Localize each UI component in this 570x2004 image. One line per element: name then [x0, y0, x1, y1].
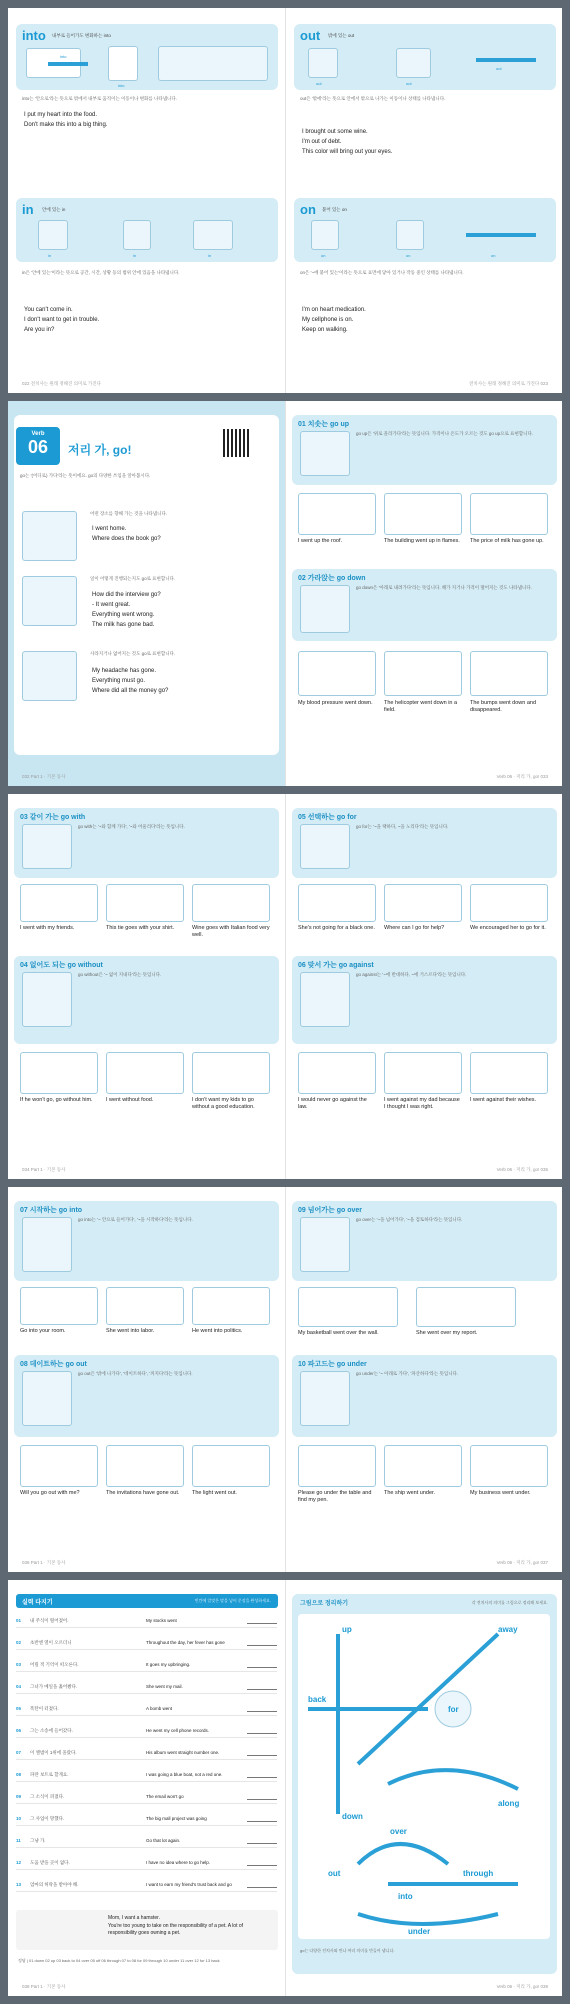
- answer-blank[interactable]: [247, 1799, 277, 1800]
- quiz-row-korean: 내 주식이 떨어졌어.: [30, 1618, 69, 1623]
- goup-title-text: 치솟는 go up: [307, 421, 350, 428]
- quiz-row: [16, 1878, 277, 1892]
- quiz-row-korean: 이 앨범이 1위에 올랐다.: [30, 1750, 77, 1755]
- gointo-text: go into는 '~ 안으로 들어가다', '~을 시작하다'라는 뜻입니다.: [78, 1217, 193, 1222]
- answer-blank[interactable]: [247, 1711, 277, 1712]
- quiz-row-english: Go that lot again.: [146, 1838, 181, 1843]
- in-ex-1: You can't come in.: [24, 307, 73, 313]
- block3-ex1: My headache has gone.: [92, 668, 157, 674]
- footer-right: 전치사는 원래 정해진 의미로 가진다 023: [469, 381, 548, 386]
- out-box-illustration: [308, 48, 338, 78]
- page-right: [285, 1580, 562, 1996]
- answer-blank[interactable]: [247, 1645, 277, 1646]
- block1-ex1: I went home.: [92, 526, 127, 532]
- on-ex-3: Keep on walking.: [302, 327, 348, 333]
- gowith-pic1: [20, 884, 98, 922]
- quiz-row-english: The big mall project was going: [146, 1816, 207, 1821]
- on-ex-1: I'm on heart medication.: [302, 307, 366, 313]
- into-ex-1: I put my heart into the food.: [24, 112, 98, 118]
- quiz-row-english: I want to earn my friend's trust back and go: [146, 1882, 232, 1887]
- quiz-row: [16, 1724, 277, 1738]
- goagainst-pic3: [470, 1052, 548, 1094]
- block2-ex3: Everything went wrong.: [92, 612, 155, 618]
- gofor-title: [298, 812, 357, 822]
- map-word-out: out: [328, 1869, 341, 1878]
- out-house-illustration: [396, 48, 431, 78]
- footer-left: 036 Part 1 · 기본 동사: [22, 1560, 66, 1565]
- gofor-title-text: 선택하는 go for: [307, 814, 357, 821]
- into-word: into: [22, 28, 46, 43]
- gowith-cap3: Wine goes with Italian food very well.: [192, 925, 270, 938]
- goagainst-cap2: I went against my dad because I thought I was right.: [384, 1097, 460, 1110]
- spread-prepositions: [8, 8, 562, 393]
- on-tag-3: on: [491, 253, 496, 258]
- block2-ex1: How did the interview go?: [92, 592, 161, 598]
- goout-title: [20, 1359, 87, 1369]
- godown-pic2: [384, 651, 462, 696]
- quiz-row: [16, 1614, 277, 1628]
- quiz-row: [16, 1790, 277, 1804]
- godown-num: 02: [298, 575, 306, 582]
- block3-ex3: Where did all the money go?: [92, 688, 169, 694]
- verb-badge: [16, 427, 60, 465]
- gounder-illustration: [300, 1371, 350, 1426]
- into-ex-2: Don't make this into a big thing.: [24, 122, 108, 128]
- footer-left: 034 Part 1 · 기본 동사: [22, 1167, 66, 1172]
- spread-go-phrasal-1: [8, 794, 562, 1179]
- footer-right: Verb 06 · 저리 가, go! 039: [496, 1984, 548, 1989]
- gowithout-cap3: I don't want my kids to go without a good education.: [192, 1097, 255, 1110]
- gointo-num: 07: [20, 1207, 28, 1214]
- goout-num: 08: [20, 1361, 28, 1368]
- go-home-illustration: [22, 511, 77, 561]
- quiz-row-number: 06: [16, 1728, 22, 1733]
- goover-cap2: She went over my report.: [416, 1330, 478, 1336]
- goout-pic2: [106, 1445, 184, 1487]
- on-arrow: [466, 233, 536, 237]
- answer-blank[interactable]: [247, 1689, 277, 1690]
- gounder-num: 10: [298, 1361, 306, 1368]
- map-word-up: up: [342, 1625, 352, 1634]
- goagainst-title: [298, 960, 374, 970]
- out-text: out은 '밖에'라는 뜻으로 안에서 밖으로 나가는 이동이나 상태를 나타냅니다.: [300, 96, 446, 101]
- quiz-row-korean: 엄마의 허락을 받아야 해.: [30, 1882, 79, 1887]
- go-progress-illustration: [22, 576, 77, 626]
- gointo-cap2: She went into labor.: [106, 1328, 155, 1334]
- gowith-num: 03: [20, 814, 28, 821]
- footer-right: Verb 06 · 저리 가, go! 037: [496, 1560, 548, 1565]
- on-ex-2: My cellphone is on.: [302, 317, 354, 323]
- gowithout-title-text: 없어도 되는 go without: [29, 962, 103, 969]
- out-tag-1: out: [316, 81, 322, 86]
- godown-cap2: The helicopter went down in a field.: [384, 700, 458, 713]
- answer-blank[interactable]: [247, 1733, 277, 1734]
- goover-num: 09: [298, 1207, 306, 1214]
- quiz-row: [16, 1768, 277, 1782]
- goup-cap2: The building went up in flames.: [384, 538, 460, 544]
- answer-blank[interactable]: [247, 1821, 277, 1822]
- into-illustration-2: [108, 46, 138, 81]
- quiz-row: [16, 1658, 277, 1672]
- goagainst-cap3: I went against their wishes.: [470, 1097, 537, 1103]
- quiz-row-english: His album went straight number one.: [146, 1750, 220, 1755]
- spread-verb-go: [8, 401, 562, 786]
- goup-cap1: I went up the roof.: [298, 538, 343, 544]
- godown-text: go down은 '아래로 내려가다'라는 뜻입니다. 해가 지거나 가격이 떨어지는 것도 나타냅니다.: [356, 585, 532, 590]
- goagainst-pic2: [384, 1052, 462, 1094]
- in-ex-2: I don't want to get in trouble.: [24, 317, 100, 323]
- goup-title: [298, 419, 349, 429]
- quiz-row-number: 11: [16, 1838, 21, 1843]
- block1-ex2: Where does the book go?: [92, 536, 161, 542]
- page-right: [285, 1187, 562, 1572]
- gointo-cap3: He went into politics.: [192, 1328, 243, 1334]
- quiz-row: [16, 1636, 277, 1650]
- goover-title: [298, 1205, 362, 1215]
- godown-cap3: The bumps went down and disappeared.: [470, 700, 537, 713]
- page-right: [285, 794, 562, 1179]
- verb-label: Verb: [31, 431, 45, 437]
- footer-right: Verb 06 · 저리 가, go! 035: [496, 1167, 548, 1172]
- block1-text: 어떤 장소를 향해 가는 것을 나타냅니다.: [90, 511, 168, 516]
- footer-left: 032 Part 1 · 기본 동사: [22, 774, 66, 779]
- out-ex-3: This color will bring out your eyes.: [302, 149, 393, 155]
- goover-cap1: My basketball went over the wall.: [298, 1330, 379, 1336]
- intro-text: go는 '(어디로) 가다'라는 뜻이에요. go의 다양한 쓰임을 알아봅시다.: [20, 473, 151, 478]
- map-word-over: over: [390, 1827, 407, 1836]
- verb-title: 저리 가, go!: [68, 443, 132, 457]
- goout-pic3: [192, 1445, 270, 1487]
- answer-blank[interactable]: [247, 1887, 277, 1888]
- gointo-cap1: Go into your room.: [20, 1328, 66, 1334]
- in-figure-illustration: [123, 220, 151, 250]
- quiz-row-korean: 그 사업이 망했다.: [30, 1816, 65, 1821]
- quiz-row: [16, 1680, 277, 1694]
- gounder-cap3: My business went under.: [470, 1490, 531, 1496]
- goagainst-pic1: [298, 1052, 376, 1094]
- page-left: [8, 794, 285, 1179]
- quiz-row-number: 01: [16, 1618, 22, 1623]
- answer-blank[interactable]: [247, 1865, 277, 1866]
- quiz-row-korean: 도움 받을 곳이 없다.: [30, 1860, 70, 1865]
- gowithout-pic1: [20, 1052, 98, 1094]
- in-tag-1: in: [48, 253, 52, 258]
- block3-ex2: Everything must go.: [92, 678, 146, 684]
- footer-right: Verb 06 · 저리 가, go! 033: [496, 774, 548, 779]
- goover-title-text: 넘어가는 go over: [307, 1207, 363, 1214]
- gointo-pic2: [106, 1287, 184, 1325]
- quiz-row-english: The email won't go: [146, 1794, 184, 1799]
- out-tag-3: out: [496, 66, 502, 71]
- map-note: 각 전치사의 의미를 그림으로 정리해 보세요.: [471, 1600, 548, 1605]
- gounder-cap2: The ship went under.: [384, 1490, 436, 1496]
- block3-text: 사라지거나 없어지는 것도 go로 표현합니다.: [90, 651, 176, 656]
- out-desc: 밖에 있는 out: [328, 33, 355, 38]
- gofor-pic2: [384, 884, 462, 922]
- gounder-pic2: [384, 1445, 462, 1487]
- map-word-down: down: [342, 1812, 363, 1821]
- quiz-row-number: 13: [16, 1882, 22, 1887]
- goagainst-cap1: I would never go against the law.: [298, 1097, 367, 1110]
- on-tag-1: on: [321, 253, 326, 258]
- goover-pic1: [298, 1287, 398, 1327]
- quiz-note: 빈칸에 알맞은 말을 넣어 문장을 완성하세요.: [194, 1598, 271, 1603]
- into-desc: 내부로 들어가도 변화하는 into: [52, 33, 111, 38]
- goout-cap3: The light went out.: [192, 1490, 237, 1496]
- footer-left: 022 전치사는 원래 정해진 의미로 가진다: [22, 381, 101, 386]
- map-word-through: through: [463, 1869, 494, 1878]
- page-left: [8, 8, 285, 393]
- goout-text: go out은 '밖에 나가다', '데이트하다', '꺼지다'라는 뜻입니다.: [78, 1371, 193, 1376]
- page-left: [8, 1580, 285, 1996]
- quiz-row-korean: 그 소식이 퍼졌다.: [30, 1794, 65, 1799]
- spread-review: [8, 1580, 562, 1996]
- gounder-title-text: 파고드는 go under: [307, 1361, 367, 1368]
- gointo-illustration: [22, 1217, 72, 1272]
- quiz-row-korean: 그녀가 메일을 훑어봤다.: [30, 1684, 78, 1689]
- godown-pic1: [298, 651, 376, 696]
- in-desc: 안에 있는 in: [42, 207, 66, 212]
- quiz-row-english: It goes my upbringing.: [146, 1662, 191, 1667]
- quiz-row: [16, 1702, 277, 1716]
- quiz-row-number: 12: [16, 1860, 22, 1865]
- goup-pic1: [298, 493, 376, 535]
- gowithout-cap2: I went without food.: [106, 1097, 154, 1103]
- gowith-pic2: [106, 884, 184, 922]
- quiz-row-number: 08: [16, 1772, 22, 1777]
- godown-arrow-illustration: [300, 585, 350, 633]
- gointo-title-text: 시작하는 go into: [29, 1207, 83, 1214]
- gofor-num: 05: [298, 814, 306, 821]
- gounder-cap1: Please go under the table and find my pen.: [298, 1490, 372, 1503]
- godown-title-text: 가라앉는 go down: [307, 575, 366, 582]
- out-arrow: [476, 58, 536, 62]
- block2-text: 일이 어떻게 진행되는지도 go로 표현합니다.: [90, 576, 176, 581]
- godown-pic3: [470, 651, 548, 696]
- answer-blank[interactable]: [247, 1623, 277, 1624]
- goagainst-illustration: [300, 972, 350, 1027]
- gointo-pic3: [192, 1287, 270, 1325]
- page-right: [285, 401, 562, 786]
- goup-pic3: [470, 493, 548, 535]
- goup-pic2: [384, 493, 462, 535]
- go-away-illustration: [22, 651, 77, 701]
- quiz-row: [16, 1812, 277, 1826]
- godown-cap1: My blood pressure went down.: [298, 700, 373, 706]
- quiz-row-korean: 어릴 적 기억이 떠오른다.: [30, 1662, 79, 1667]
- spread-go-phrasal-2: [8, 1187, 562, 1572]
- goup-arrow-illustration: [300, 431, 350, 476]
- quiz-row: [16, 1834, 277, 1848]
- verb-number: 06: [27, 437, 49, 457]
- goover-text: go over는 '~을 넘어가다', '~을 검토하다'라는 뜻입니다.: [356, 1217, 463, 1222]
- gowithout-text: go without은 '~ 없이 지내다'라는 뜻입니다.: [78, 972, 162, 977]
- gofor-pic1: [298, 884, 376, 922]
- quiz-row: [16, 1746, 277, 1760]
- on-text: on은 '~에 붙어 있는'이라는 뜻으로 표면에 닿아 있거나 작동 중인 상태를 나타냅니다.: [300, 270, 464, 275]
- gowith-cap1: I went with my friends.: [20, 925, 75, 931]
- gounder-pic1: [298, 1445, 376, 1487]
- quiz-row-english: Throughout the day, her fever has gone: [146, 1640, 225, 1645]
- on-word: on: [300, 202, 316, 217]
- answer-blank[interactable]: [247, 1667, 277, 1668]
- footer-left: 038 Part 1 · 기본 동사: [22, 1984, 66, 1989]
- goout-cap1: Will you go out with me?: [20, 1490, 80, 1496]
- godown-title: [298, 573, 366, 583]
- on-tag-2: on: [406, 253, 411, 258]
- into-text: into는 '안으로'라는 뜻으로 밖에서 내부로 움직이는 이동이나 변화를 나타냅니다.: [22, 96, 177, 101]
- goup-num: 01: [298, 421, 306, 428]
- block2-ex2: - It went great.: [92, 602, 131, 608]
- goout-illustration: [22, 1371, 72, 1426]
- gofor-text: go for는 '~을 택하다, ~을 노리다'라는 뜻입니다.: [356, 824, 449, 829]
- gounder-pic3: [470, 1445, 548, 1487]
- out-ex-2: I'm out of debt.: [302, 139, 342, 145]
- gowithout-pic3: [192, 1052, 270, 1094]
- gowithout-num: 04: [20, 962, 28, 969]
- concept-map: [298, 1614, 550, 1939]
- goover-pic2: [416, 1287, 516, 1327]
- page-left: [8, 1187, 285, 1572]
- on-desc: 붙어 있는 on: [322, 207, 347, 212]
- gounder-title: [298, 1359, 367, 1369]
- gowith-title: [20, 812, 85, 822]
- map-title: 그림으로 정리하기: [300, 1601, 349, 1607]
- gowith-text: go with는 '~와 함께 가다', '~와 어울리다'라는 뜻입니다.: [78, 824, 185, 829]
- gofor-cap3: We encouraged her to go for it.: [470, 925, 546, 931]
- answer-blank[interactable]: [247, 1777, 277, 1778]
- map-word-back: back: [308, 1695, 327, 1704]
- goover-illustration: [300, 1217, 350, 1272]
- quiz-row-number: 10: [16, 1816, 22, 1821]
- map-word-away: away: [498, 1625, 518, 1634]
- into-tag-2: into: [118, 83, 125, 88]
- quiz-row: [16, 1856, 277, 1870]
- quiz-row-korean: 그냥 가.: [30, 1838, 46, 1843]
- quiz-row-korean: 파란 보트로 할게요.: [30, 1772, 69, 1777]
- quiz-row-english: I was going a blue boat, not a red one.: [146, 1772, 223, 1777]
- quiz-row-number: 07: [16, 1750, 22, 1755]
- gowith-pic3: [192, 884, 270, 922]
- out-tag-2: out: [406, 81, 412, 86]
- gowithout-pic2: [106, 1052, 184, 1094]
- quiz-row-english: My stocks went: [146, 1618, 177, 1623]
- map-hint: go는 다양한 전치사와 만나 여러 의미를 만들어 냅니다.: [300, 1948, 395, 1953]
- into-tag: into: [60, 54, 67, 59]
- gowith-title-text: 같이 가는 go with: [29, 814, 86, 821]
- dialog-line-2: You're too young to take on the responsibility of a pet. A lot of responsibility goes owning a pet.: [108, 1923, 244, 1936]
- goout-pic1: [20, 1445, 98, 1487]
- map-word-along: along: [498, 1799, 520, 1808]
- qr-code: [223, 429, 251, 457]
- gointo-title: [20, 1205, 82, 1215]
- gounder-text: go under는 '~ 아래로 가다', '파산하다'라는 뜻입니다.: [356, 1371, 459, 1376]
- gowithout-cap1: If he won't go, go without him.: [20, 1097, 93, 1103]
- into-arrow: [48, 62, 88, 66]
- goout-title-text: 데이트하는 go out: [29, 1361, 87, 1368]
- quiz-row-number: 04: [16, 1684, 22, 1689]
- goup-cap3: The price of milk has gone up.: [470, 538, 544, 544]
- on-illustration-2: [396, 220, 424, 250]
- quiz-row-number: 02: [16, 1640, 22, 1645]
- out-ex-1: I brought out some wine.: [302, 129, 368, 135]
- page-right: [285, 8, 562, 393]
- quiz-row-english: A bomb went: [146, 1706, 173, 1711]
- gofor-cap2: Where can I go for help?: [384, 925, 445, 931]
- goup-text: go up은 '위로 올라가다'라는 뜻입니다. 가격이나 온도가 오르는 것도 go up으로 표현합니다.: [356, 431, 534, 436]
- gowith-cap2: This tie goes with your shirt.: [106, 925, 175, 931]
- quiz-row-korean: 폭탄이 터졌다.: [30, 1706, 59, 1711]
- in-tag-3: in: [208, 253, 212, 258]
- gofor-illustration: [300, 824, 350, 869]
- quiz-row-english: He went my cell phone records.: [146, 1728, 210, 1733]
- map-word-for: for: [448, 1705, 459, 1714]
- map-word-under: under: [408, 1927, 431, 1936]
- gowithout-illustration: [22, 972, 72, 1027]
- in-ex-3: Are you in?: [24, 327, 55, 333]
- gowithout-title: [20, 960, 103, 970]
- goagainst-title-text: 맞서 가는 go against: [307, 962, 374, 969]
- page-left: [8, 401, 285, 786]
- in-scene-illustration: [193, 220, 233, 250]
- gofor-pic3: [470, 884, 548, 922]
- into-illustration-3: [158, 46, 268, 81]
- in-word: in: [22, 202, 34, 217]
- quiz-row-number: 09: [16, 1794, 22, 1799]
- quiz-row-korean: 초반엔 열이 오르더니: [30, 1640, 72, 1645]
- gofor-cap1: She's not going for a black one.: [298, 925, 375, 931]
- map-word-into: into: [398, 1892, 413, 1901]
- answer-blank[interactable]: [247, 1755, 277, 1756]
- quiz-row-number: 05: [16, 1706, 22, 1711]
- quiz-row-number: 03: [16, 1662, 22, 1667]
- dialog-line-1: Mom, I want a hamster.: [108, 1915, 160, 1921]
- gointo-pic1: [20, 1287, 98, 1325]
- out-word: out: [300, 28, 321, 43]
- goagainst-text: go against는 '~에 반대하다, ~에 거스르다'라는 뜻입니다.: [356, 972, 467, 977]
- quiz-row-english: I have no idea where to go help.: [146, 1860, 211, 1865]
- goout-cap2: The invitations have gone out.: [106, 1490, 180, 1496]
- in-text: in은 '안에 있는'이라는 뜻으로 공간, 시간, 상황 등의 범위 안에 있음을 나타냅니다.: [22, 270, 180, 275]
- gowith-illustration: [22, 824, 72, 869]
- quiz-row-english: She went my mail.: [146, 1684, 183, 1689]
- goagainst-num: 06: [298, 962, 306, 969]
- quiz-row-korean: 그는 소송에 들어갔다.: [30, 1728, 73, 1733]
- block2-ex4: The milk has gone bad.: [92, 622, 155, 628]
- answer-blank[interactable]: [247, 1843, 277, 1844]
- answer-key: 정답 | 01 down 02 up 03 back to 04 over 05 off 06 through 07 to 08 for 09 through 10 under 11 over 12 for 13 back: [18, 1958, 220, 1963]
- in-tag-2: in: [133, 253, 137, 258]
- on-illustration-1: [311, 220, 339, 250]
- quiz-title: 실력 다지기: [22, 1600, 53, 1606]
- in-box-illustration: [38, 220, 68, 250]
